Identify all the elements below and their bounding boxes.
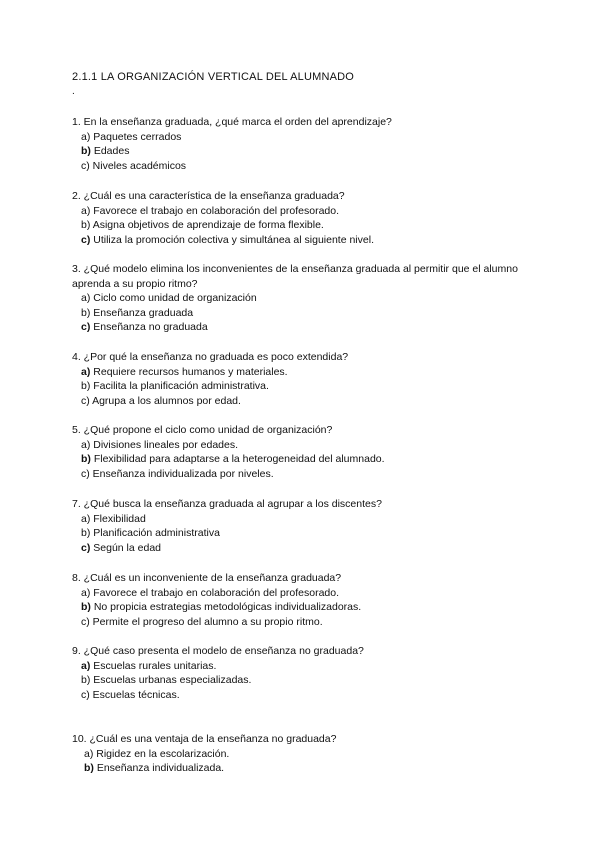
option-text: Flexibilidad bbox=[93, 512, 146, 525]
answer-option-correct bbox=[84, 761, 532, 776]
option-text: Ciclo como unidad de organización bbox=[93, 292, 257, 305]
stray-mark: . bbox=[72, 86, 75, 97]
answer-option bbox=[81, 467, 532, 482]
question-text: 5. ¿Qué propone el ciclo como unidad de organización? bbox=[72, 424, 333, 436]
option-text: Divisiones lineales por edades. bbox=[93, 438, 239, 451]
answer-option bbox=[81, 306, 532, 321]
option-text: Favorece el trabajo en colaboración del profesorado. bbox=[93, 204, 340, 217]
option-text: Enseñanza individualizada por niveles. bbox=[92, 467, 274, 480]
option-letter: c) bbox=[81, 688, 90, 701]
answer-option-correct bbox=[81, 541, 532, 556]
option-letter: c) bbox=[81, 541, 91, 554]
answer-option bbox=[81, 526, 532, 541]
option-text: Asigna objetivos de aprendizaje de forma flexible. bbox=[92, 219, 324, 232]
option-text: Paquetes cerrados bbox=[93, 130, 182, 143]
question-text: 8. ¿Cuál es un inconveniente de la enseñanza graduada? bbox=[72, 572, 342, 584]
answer-option bbox=[84, 747, 532, 762]
answer-option bbox=[81, 130, 532, 145]
option-text: Enseñanza graduada bbox=[93, 306, 194, 319]
answer-option bbox=[81, 615, 532, 630]
option-letter: b) bbox=[81, 145, 91, 158]
option-letter: a) bbox=[81, 292, 91, 305]
option-letter: c) bbox=[81, 159, 90, 172]
answer-option bbox=[81, 673, 532, 688]
option-letter: c) bbox=[81, 467, 90, 480]
option-text: Escuelas técnicas. bbox=[92, 688, 180, 701]
question-block bbox=[72, 423, 532, 481]
answer-option bbox=[81, 159, 532, 174]
question-block bbox=[72, 644, 532, 702]
option-letter: c) bbox=[81, 321, 91, 334]
answer-option bbox=[81, 218, 532, 233]
option-letter: a) bbox=[81, 365, 91, 378]
question-block bbox=[72, 571, 532, 629]
option-text: Requiere recursos humanos y materiales. bbox=[93, 365, 288, 378]
option-letter: a) bbox=[81, 586, 91, 599]
question-block bbox=[72, 262, 532, 335]
option-text: Edades bbox=[93, 145, 130, 158]
option-text: Planificación administrativa bbox=[93, 527, 220, 540]
option-letter: b) bbox=[81, 306, 91, 319]
option-text: Rigidez en la escolarización. bbox=[96, 747, 230, 760]
question-block bbox=[72, 189, 532, 247]
option-letter: b) bbox=[81, 219, 91, 232]
option-text: No propicia estrategias metodológicas individualizadoras. bbox=[93, 601, 362, 614]
option-letter: b) bbox=[81, 601, 91, 614]
option-letter: c) bbox=[81, 394, 90, 407]
option-letter: b) bbox=[81, 527, 91, 540]
answer-option-correct bbox=[81, 320, 532, 335]
option-text: Niveles académicos bbox=[92, 159, 187, 172]
question-text: 7. ¿Qué busca la enseñanza graduada al agrupar a los discentes? bbox=[72, 498, 382, 510]
option-letter: a) bbox=[81, 438, 91, 451]
question-text: 1. En la enseñanza graduada, ¿qué marca el orden del aprendizaje? bbox=[72, 116, 392, 128]
option-text: Utiliza la promoción colectiva y simultánea al siguiente nivel. bbox=[93, 233, 374, 246]
option-letter: b) bbox=[81, 380, 91, 393]
option-text: Enseñanza no graduada bbox=[93, 321, 208, 334]
answer-option bbox=[81, 204, 532, 219]
option-letter: b) bbox=[81, 453, 91, 466]
answer-option bbox=[81, 438, 532, 453]
option-text: Escuelas rurales unitarias. bbox=[93, 659, 217, 672]
question-text: 10. ¿Cuál es una ventaja de la enseñanza no graduada? bbox=[72, 733, 337, 745]
question-block bbox=[72, 497, 532, 555]
option-text: Favorece el trabajo en colaboración del profesorado. bbox=[93, 586, 340, 599]
answer-option bbox=[81, 688, 532, 703]
option-letter: a) bbox=[81, 512, 91, 525]
option-text: Facilita la planificación administrativa. bbox=[93, 380, 269, 393]
option-letter: a) bbox=[81, 130, 91, 143]
answer-option-correct bbox=[81, 144, 532, 159]
option-text: Permite el progreso del alumno a su propio ritmo. bbox=[92, 615, 323, 628]
option-letter: a) bbox=[81, 204, 91, 217]
option-text: Según la edad bbox=[93, 541, 161, 554]
option-letter: c) bbox=[81, 233, 91, 246]
option-text: Flexibilidad para adaptarse a la heterogeneidad del alumnado. bbox=[93, 453, 385, 466]
section-heading: 2.1.1 LA ORGANIZACIÓN VERTICAL DEL ALUMNADO bbox=[72, 71, 355, 83]
answer-option-correct bbox=[81, 233, 532, 248]
answer-option bbox=[81, 512, 532, 527]
answer-option bbox=[81, 291, 532, 306]
question-text: 9. ¿Qué caso presenta el modelo de enseñanza no graduada? bbox=[72, 645, 364, 657]
answer-option bbox=[81, 379, 532, 394]
question-text: 3. ¿Qué modelo elimina los inconvenientes de la enseñanza graduada al permitir que el alumno aprenda a su propio ritmo? bbox=[72, 263, 518, 290]
question-block bbox=[72, 732, 532, 776]
option-text: Escuelas urbanas especializadas. bbox=[93, 674, 252, 687]
answer-option-correct bbox=[81, 452, 532, 467]
answer-option-correct bbox=[81, 600, 532, 615]
answer-option bbox=[81, 394, 532, 409]
question-block bbox=[72, 115, 532, 173]
answer-option-correct bbox=[81, 365, 532, 380]
question-text: 4. ¿Por qué la enseñanza no graduada es poco extendida? bbox=[72, 351, 349, 363]
option-letter: c) bbox=[81, 615, 90, 628]
option-letter: b) bbox=[81, 674, 91, 687]
answer-option bbox=[81, 586, 532, 601]
option-letter: a) bbox=[84, 747, 94, 760]
option-text: Enseñanza individualizada. bbox=[96, 762, 225, 775]
answer-option-correct bbox=[81, 659, 532, 674]
question-text: 2. ¿Cuál es una característica de la enseñanza graduada? bbox=[72, 190, 345, 202]
option-letter: b) bbox=[84, 762, 94, 775]
question-block bbox=[72, 350, 532, 408]
option-letter: a) bbox=[81, 659, 91, 672]
option-text: Agrupa a los alumnos por edad. bbox=[92, 394, 241, 407]
